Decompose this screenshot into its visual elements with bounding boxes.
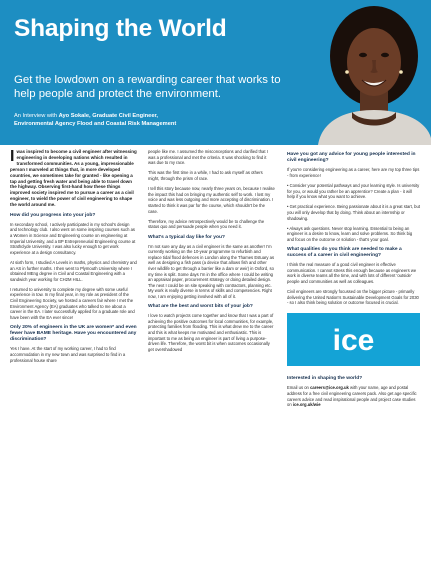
- paragraph: I returned to university to complete my degree with some useful experience in tow. In my final year, in my role as president of the Civil Engineering Society, we hosted a careers fair where I met the Environment Agency (EA) graduates who talked to me about a career in the EA. I later successfully applied for a graduate role and have been with the EA ever since!: [10, 286, 135, 320]
- contact-paragraph: [287, 385, 420, 407]
- question-progress: How did you progress into your job?: [10, 212, 96, 218]
- paragraph: If you're considering engineering as a career, here are my top three tips - from experience!: [287, 167, 420, 178]
- interviewee-role: Graduate Civil Engineer,: [92, 113, 158, 119]
- question-advice: Have you got any advice for young people interested in civil engineering?: [287, 152, 416, 164]
- ice-website-link[interactable]: ice.org.uk/wie: [292, 402, 321, 408]
- ice-logo-text: ice: [332, 323, 375, 357]
- question-qualities: What qualities do you think are needed to make a success of a career in civil engineering?: [287, 247, 402, 259]
- question-typical-day: What's a typical day like for you?: [148, 234, 225, 240]
- paragraph: I think the real measure of a good civil engineer is effective communication. I cannot stress this enough because as engineers we work in diverse teams all the time, and with lots of different 'outside' people and communities as well as colleagues.: [287, 262, 417, 285]
- question-interested: Interested in shaping the world?: [287, 376, 363, 382]
- bullet-item: • Consider your potential pathways and your learning style. Is university for you, or would you rather be an apprentice? Create a plan - it will help if you know what you want to achieve.: [287, 182, 420, 200]
- paragraph: I'm not sure any day as a civil engineer is the same as another! I'm currently working on the 10-year programme to refurbish and replace tidal flood defences in London along the Thames Estuary as well as designing a fish pass (a device that allows fish and other river wildlife to get through a barrier like a dam or weir) in Oxford, so my time is split. Some days I'm in the office where I could be writing an appraisal paper, procurement strategy or doing detailed design. The next I could be on site speaking with contractors, planning etc. My work is really diverse in terms of skills and competencies. Right now, I am enjoying getting involved with all of it.: [148, 243, 275, 299]
- intro-text: was inspired to become a civil engineer after witnessing engineering in developing nations which resulted in transformed communities. As a young, impressionable person I marveled at things that, in more developed countries, we sometimes take for granted - like opening a tap and getting fresh water and being able to travel down the highway. Observing first-hand how these things improved society inspired me to pursue a career as a civil engineer, to wield the power of civil engineering to shape the world around me.: [10, 149, 137, 208]
- column-1: [10, 149, 137, 368]
- interviewee-name: Ayo Sokale,: [58, 113, 91, 119]
- contact-suffix: with your name, age and postal address for a free civil engineering careers pack. Also get age specific careers advice and read inspirational people and project case studies on: [287, 385, 417, 408]
- bullet-item: • Get practical experience. Being passionate about it is a great start, but you will only develop that by doing. Think about an internship or shadowing.: [287, 204, 420, 221]
- paragraph: Civil engineers are strongly focussed on the bigger picture - primarily delivering the United Nation's Sustainable Development Goals for 2030 - so I also think being solution or outcome focused is crucial.: [287, 289, 419, 306]
- paragraph: I love to watch projects come together and know that I was a part of achieving the positive outcomes for local communities, for example, protecting families from flooding. This is what drew me to the career and this is what keeps me motivated and enthusiastic. This is important to me as being an engineer is part of living a purpose-driven life. Therefore, the worst bit is when outcomes occasionally get overshadowed: [148, 313, 274, 352]
- paragraph: This was the first time in a while, I had to ask myself as others might, through the prism of race.: [148, 170, 263, 181]
- column-2: [148, 149, 275, 357]
- interview-credit: [14, 113, 314, 128]
- question-best-worst: What are the best and worst bits of your job?: [148, 304, 253, 310]
- contact-prefix: Email us on: [287, 385, 309, 391]
- paragraph: Therefore, my advice retrospectively would be to challenge the status quo and persuade people when you need it.: [148, 218, 265, 230]
- question-discrimination: Only 20% of engineers in the UK are women* and even fewer have BAME heritage. Have you encountered any discrimination?: [10, 325, 137, 343]
- interview-prefix: An Interview with: [14, 113, 57, 119]
- interviewee-org: Environmental Agency Flood and Coastal Risk Management: [14, 120, 177, 127]
- article-title: Shaping the World: [14, 15, 227, 42]
- interviewee-portrait: [304, 0, 431, 145]
- bullet-item: • Always ask questions. Never stop learning. Essential to being an engineer is a desire to know, learn and solve problems. So think big and focus on the outcome or solution - that's your goal.: [287, 225, 413, 242]
- paragraph: In secondary school, I actively participated in my school's design and technology club. I also went on some inspiring courses such as a Women in Science and Engineering course on engineering at Imperial University, and a BP Entrepreneurial Engineering course at Strathclyde University. I was also lucky enough to get work experience at a design consultancy.: [10, 221, 136, 255]
- ice-logo: [287, 313, 420, 366]
- paragraph: Yes I have. At the start of my working career, I had to find accommodation in my new town and was surprised to find in a professional house share: [10, 346, 126, 363]
- intro-paragraph: [10, 149, 137, 208]
- paragraph: people like me. I assumed the misconceptions and clarified that I was a professional and met the criteria. It was shocking to find it was due to my race.: [148, 149, 268, 166]
- paragraph: I tell this story because now, nearly three years on, because I realise the impact this had on bringing my authentic self to work. I lost my voice and was less outgoing and more accepting of discrimination. I started to think it was par for the course, which shouldn't be the case.: [148, 186, 275, 214]
- drop-cap: I: [10, 148, 15, 165]
- article-header: [0, 0, 431, 145]
- paragraph: At sixth form, I studied A Levels in maths, physics and chemistry and an AS in further maths. I then went to Plymouth University where I obtained MEng degree in Civil and Coastal Engineering with a sandwich year working for CH2M HILL.: [10, 259, 137, 282]
- article-lead: Get the lowdown on a rewarding career that works to help people and protect the environment.: [14, 74, 281, 100]
- column-3: [287, 149, 420, 412]
- careers-email-link[interactable]: careers@ice.org.uk: [310, 385, 349, 391]
